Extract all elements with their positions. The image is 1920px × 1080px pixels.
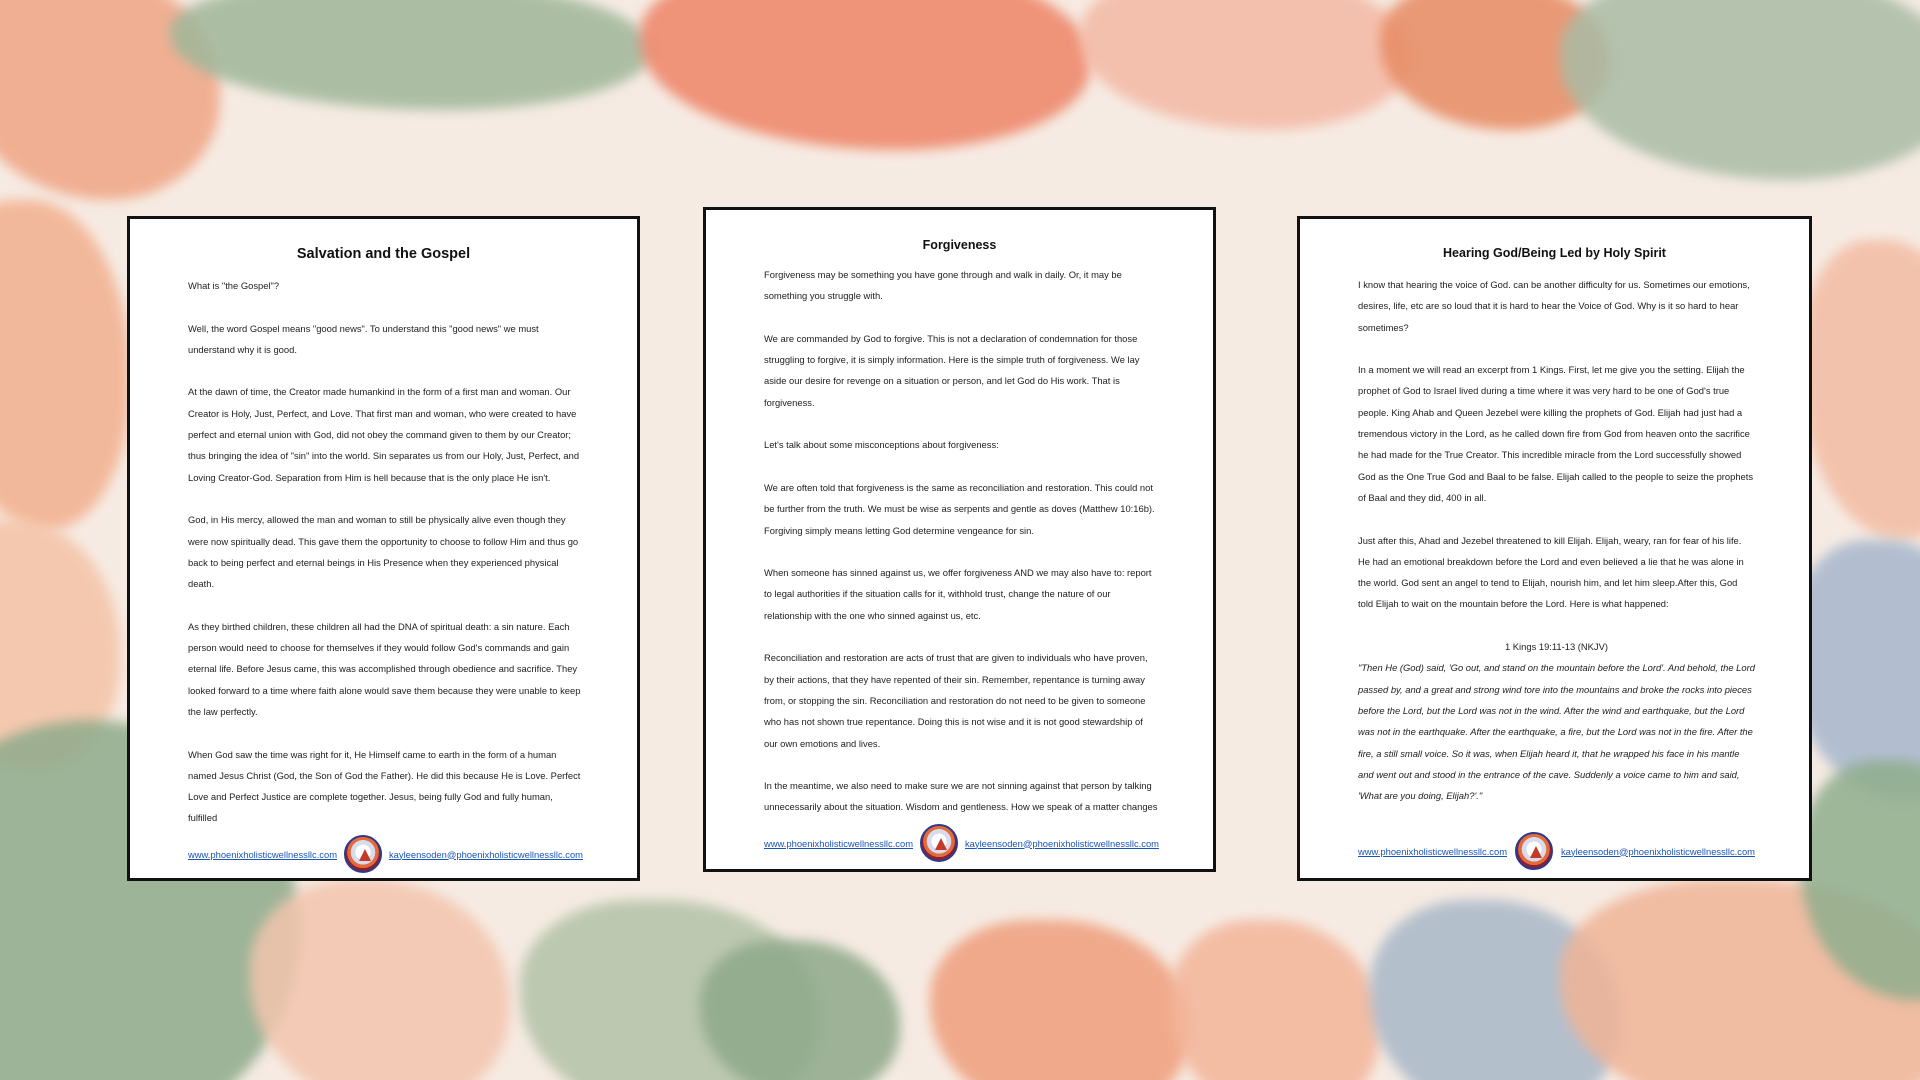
- paragraph: At the dawn of time, the Creator made humankind in the form of a first man and woman. Our Creator is Holy, Just, Perfect, and Love. That first man and woman, who were created to have perfect and eternal union with God, did not obey the command given to them by our Creator; thus bringing the idea of "sin" into the world. Sin separates us from our Holy, Just, Perfect, and Loving Creator-God. Separation from Him is hell because that is the only place He isn't.: [188, 386, 580, 483]
- page-title: Hearing God/Being Led by Holy Spirit: [1443, 246, 1666, 260]
- paragraph: Forgiveness may be something you have gone through and walk in daily. Or, it may be something you struggle with.: [764, 269, 1122, 302]
- paragraph: Let's talk about some misconceptions about forgiveness:: [764, 439, 999, 451]
- paragraph: We are commanded by God to forgive. This is not a declaration of condemnation for those struggling to forgive, it is simply information. Here is the simple truth of forgiveness. We lay aside our desire for revenge on a situation or person, and let God do His work. That is forgiveness.: [764, 332, 1140, 408]
- watercolor-stroke: [0, 200, 130, 530]
- paragraph: What is "the Gospel"?: [188, 280, 280, 291]
- watercolor-stroke: [1800, 240, 1920, 540]
- scripture-quote: "Then He (God) said, 'Go out, and stand on the mountain before the Lord'. And behold, the Lord passed by, and a great and strong wind tore into the mountains and broke the rocks into pieces before the Lord, but the Lord was not in the wind. After the wind and earthquake, but the Lord was not in the earthquake. After the earthquake, a fire, but the Lord was not in the fire. After the fire, a still small voice. So it was, when Elijah heard it, that he wrapped his face in his mantle and went out and stood in the entrance of the cave. Suddenly a voice came to him and said, 'What are you doing, Elijah?'.": [1358, 662, 1755, 802]
- watercolor-stroke: [1080, 0, 1410, 130]
- phoenix-logo-icon: [920, 824, 958, 862]
- page-content: [1358, 274, 1755, 828]
- page-footer: [764, 824, 1159, 862]
- watercolor-stroke: [1560, 0, 1920, 180]
- paragraph: God, in His mercy, allowed the man and woman to still be physically alive even though they were now spiritually dead. This gave them the opportunity to choose to follow Him and thus go back to being perfect and eternal beings in His Presence when they experienced physical death.: [188, 514, 579, 590]
- scripture-reference: 1 Kings 19:11-13 (NKJV): [1504, 641, 1608, 653]
- email-link[interactable]: kayleensoden@phoenixholisticwellnessllc.com: [388, 848, 583, 860]
- document-page-salvation: [127, 216, 640, 881]
- document-page-forgiveness: [703, 207, 1216, 872]
- watercolor-stroke: [1170, 920, 1380, 1080]
- paragraph: As they birthed children, these children all had the DNA of spiritual death: a sin nature. Each person would need to choose for themselves if they would follow God's commands and gain eternal life. Before Jesus came, this was accomplished through obedience and sacrifice. They looked forward to a time where faith alone would save them because they were unable to keep the law perfectly.: [188, 620, 581, 717]
- page-title: Forgiveness: [922, 238, 997, 252]
- paragraph: When God saw the time was right for it, He Himself came to earth in the form of a human named Jesus Christ (God, the Son of God the Father). He did this because He is Love. Perfect Love and Perfect Justice are complete together. Jesus, being fully God and fully human, fulfilled: [188, 748, 581, 824]
- paragraph: In the meantime, we also need to make sure we are not sinning against that person by talking unnecessarily about the situation. Wisdom and gentleness. How we speak of a matter changes: [764, 780, 1158, 813]
- page-content: [188, 275, 583, 850]
- page-content: [764, 264, 1159, 839]
- paragraph: Just after this, Ahad and Jezebel threatened to kill Elijah. Elijah, weary, ran for fear of his life. He had an emotional breakdown before the Lord and even believed a lie that he was alone in the world. God sent an angel to tend to Elijah, nourish him, and let him sleep.After this, God told Elijah to wait on the mountain before the Lord. Here is what happened:: [1358, 534, 1744, 610]
- paragraph: We are often told that forgiveness is the same as reconciliation and restoration. This could not be further from the truth. We must be wise as serpents and gentle as doves (Matthew 10:16b). Forgiving simply means letting God determine vengeance for sin.: [764, 481, 1155, 536]
- phoenix-logo-icon: [1515, 832, 1553, 870]
- email-link[interactable]: kayleensoden@phoenixholisticwellnessllc.com: [964, 837, 1159, 849]
- document-page-hearing-god: [1297, 216, 1812, 881]
- watercolor-stroke: [170, 0, 650, 110]
- watercolor-stroke: [250, 880, 510, 1080]
- page-footer: [188, 835, 583, 873]
- paragraph: In a moment we will read an excerpt from 1 Kings. First, let me give you the setting. Elijah the prophet of God to Israel lived during a time where it was very hard to be one of God's true people. King Ahab and Queen Jezebel were killing the prophets of God. Elijah had just had a tremendous victory in the Lord, as he called down fire from God from heaven onto the sacrifice he had made for the True Creator. This incredible miracle from the Lord successfully showed God as the One True God and Baal to be false. Elijah called to the people to seize the prophets of Baal and they did, 400 in all.: [1358, 364, 1754, 503]
- watercolor-stroke: [700, 940, 900, 1080]
- paragraph: I know that hearing the voice of God. can be another difficulty for us. Sometimes our emotions, desires, life, etc are so loud that it is hard to hear the Voice of God. Why is it so hard to hear sometimes?: [1358, 279, 1750, 333]
- website-link[interactable]: www.phoenixholisticwellnessllc.com: [188, 848, 338, 860]
- paragraph: Reconciliation and restoration are acts of trust that are given to individuals who have proven, by their actions, that they have repented of their sin. Remember, repentance is turning away from, or stopping the sin. Reconciliation and restoration do not need to be given to someone who has not shown true repentance. Doing this is not wise and it is not good stewardship of our own emotions and lives.: [764, 652, 1148, 749]
- page-footer: [1358, 832, 1755, 870]
- paragraph: Well, the word Gospel means "good news". To understand this "good news" we must understand why it is good.: [188, 322, 539, 355]
- watercolor-stroke: [640, 0, 1090, 150]
- email-link[interactable]: kayleensoden@phoenixholisticwellnessllc.com: [1560, 845, 1755, 857]
- paragraph: When someone has sinned against us, we offer forgiveness AND we may also have to: report to legal authorities if the situation calls for it, withhold trust, change the nature of our relationship with the one who sinned against us, etc.: [764, 567, 1152, 621]
- watercolor-stroke: [930, 920, 1190, 1080]
- phoenix-logo-icon: [344, 835, 382, 873]
- page-title: Salvation and the Gospel: [296, 246, 471, 262]
- website-link[interactable]: www.phoenixholisticwellnessllc.com: [1358, 845, 1508, 857]
- website-link[interactable]: www.phoenixholisticwellnessllc.com: [764, 837, 914, 849]
